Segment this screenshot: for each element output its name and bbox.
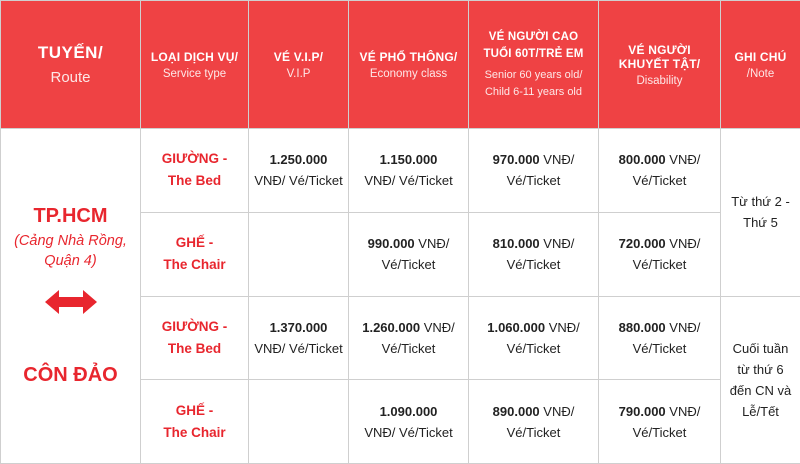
senior-price: 890.000	[492, 403, 540, 419]
senior-price-cell	[469, 380, 599, 464]
senior-unit: VNĐ/ Vé/Ticket	[506, 403, 575, 440]
economy-unit: VNĐ/ Vé/Ticket	[364, 424, 453, 440]
vip-header-vi: VÉ V.I.P/	[273, 49, 324, 64]
senior-price-cell	[469, 129, 599, 213]
senior-price: 970.000	[492, 152, 540, 168]
economy-price: 1.150.000	[379, 152, 438, 168]
vip-price-cell	[249, 296, 349, 380]
route-destination: CÔN ĐẢO	[23, 364, 118, 386]
service-type-vi: GHẾ -	[175, 402, 214, 418]
vip-header	[249, 1, 349, 129]
economy-unit: VNĐ/ Vé/Ticket	[381, 319, 455, 356]
vip-header-en: V.I.P	[286, 67, 311, 80]
economy-unit: VNĐ/ Vé/Ticket	[364, 173, 453, 189]
service-type-en: The Chair	[163, 257, 226, 273]
economy-price-cell	[349, 380, 469, 464]
service-type-vi: GHẾ -	[175, 235, 214, 251]
note-weekend: Cuối tuần từ thứ 6 đến CN và Lễ/Tết	[721, 296, 800, 464]
senior-price: 1.060.000	[487, 319, 546, 335]
economy-price-cell	[349, 212, 469, 296]
vip-unit: VNĐ/ Vé/Ticket	[254, 340, 343, 356]
economy-header-en: Economy class	[369, 67, 448, 80]
disability-price-cell	[599, 296, 721, 380]
economy-price-cell	[349, 296, 469, 380]
service-type-vi: GIƯỜNG -	[161, 318, 228, 334]
service-type-en: The Bed	[167, 340, 222, 356]
note-weekday: Từ thứ 2 - Thứ 5	[721, 129, 800, 297]
disability-price-cell	[599, 380, 721, 464]
service-type-en: The Bed	[167, 173, 222, 189]
route-header-en: Route	[50, 69, 91, 86]
economy-price: 1.090.000	[379, 403, 438, 419]
vip-price: 1.370.000	[269, 319, 328, 335]
service-type-cell	[141, 129, 249, 213]
disability-price-cell	[599, 129, 721, 213]
note-header	[721, 1, 800, 129]
disability-price: 880.000	[618, 319, 666, 335]
economy-unit: VNĐ/ Vé/Ticket	[381, 236, 450, 273]
service-type-vi: GIƯỜNG -	[161, 151, 228, 167]
senior-header	[469, 1, 599, 129]
senior-price: 810.000	[492, 236, 540, 252]
route-origin: TP.HCM	[33, 205, 108, 227]
note-header-vi: GHI CHÚ	[734, 49, 787, 64]
disability-price-cell	[599, 212, 721, 296]
vip-price: 1.250.000	[269, 152, 328, 168]
economy-header-vi: VÉ PHỔ THÔNG/	[359, 49, 458, 64]
senior-price-cell	[469, 296, 599, 380]
service-header	[141, 1, 249, 129]
senior-price-cell	[469, 212, 599, 296]
service-type-cell	[141, 212, 249, 296]
route-header-vi: TUYẾN/	[37, 43, 104, 62]
disability-unit: VNĐ/ Vé/Ticket	[632, 403, 701, 440]
note-header-en: /Note	[746, 67, 775, 80]
disability-unit: VNĐ/ Vé/Ticket	[632, 152, 701, 189]
header-row	[1, 1, 800, 129]
senior-header-en: Senior 60 years old/ Child 6-11 years old	[484, 68, 583, 98]
economy-price: 990.000	[367, 236, 415, 252]
economy-header	[349, 1, 469, 129]
service-header-vi: LOẠI DỊCH VỤ/	[150, 49, 239, 64]
double-arrow-icon	[43, 287, 99, 317]
disability-unit: VNĐ/ Vé/Ticket	[632, 319, 701, 356]
service-type-cell	[141, 296, 249, 380]
economy-price: 1.260.000	[362, 319, 421, 335]
economy-price-cell	[349, 129, 469, 213]
vip-price-cell-empty	[249, 212, 349, 296]
disability-price: 790.000	[618, 403, 666, 419]
service-type-cell	[141, 380, 249, 464]
disability-header	[599, 1, 721, 129]
disability-price: 720.000	[618, 236, 666, 252]
route-origin-detail: (Cảng Nhà Rồng, Quận 4)	[14, 233, 127, 269]
senior-unit: VNĐ/ Vé/Ticket	[506, 319, 580, 356]
disability-price: 800.000	[618, 152, 666, 168]
senior-header-vi: VÉ NGƯỜI CAO TUỔI 60T/TRẺ EM	[483, 30, 584, 60]
route-cell	[1, 129, 141, 464]
service-type-en: The Chair	[163, 424, 226, 440]
fare-row-bed-weekday	[1, 129, 800, 213]
vip-price-cell-empty	[249, 380, 349, 464]
vip-unit: VNĐ/ Vé/Ticket	[254, 173, 343, 189]
service-header-en: Service type	[162, 67, 227, 80]
disability-header-vi: VÉ NGƯỜI KHUYẾT TẬT/	[618, 42, 701, 71]
disability-unit: VNĐ/ Vé/Ticket	[632, 236, 701, 273]
senior-unit: VNĐ/ Vé/Ticket	[506, 152, 575, 189]
vip-price-cell	[249, 129, 349, 213]
disability-header-en: Disability	[636, 74, 683, 87]
route-header	[1, 1, 141, 129]
senior-unit: VNĐ/ Vé/Ticket	[506, 236, 575, 273]
